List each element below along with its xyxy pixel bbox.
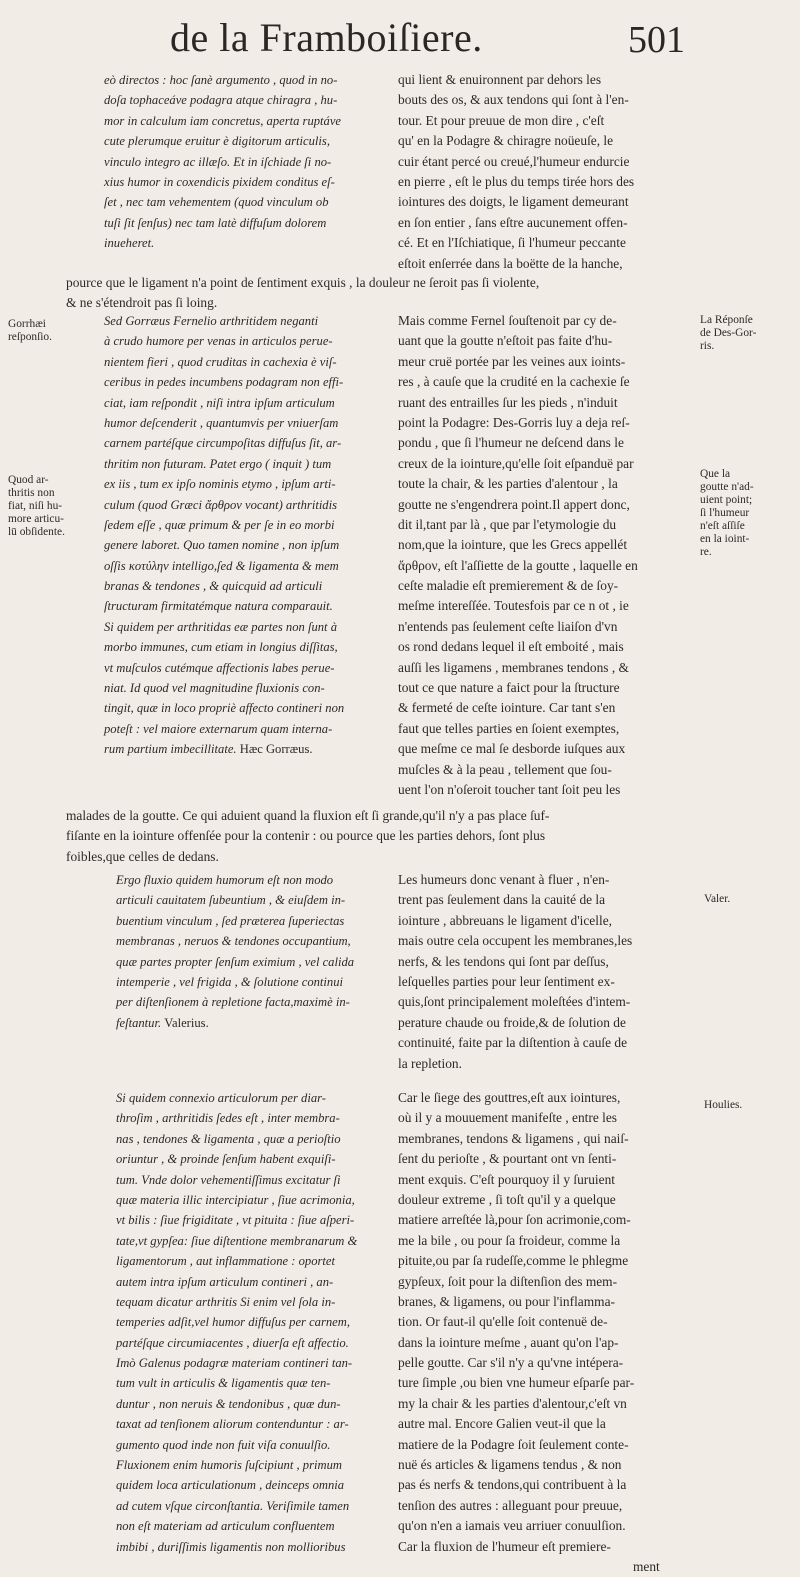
text-line: foibles,que celles de dedans. (66, 848, 219, 864)
text-line: taxat ad tenſionem aliorum contenduntur : ar- (116, 1417, 349, 1432)
text-line: mor in calculum iam concretus, aperta ruptáve (104, 113, 342, 128)
latin-passage-3 (116, 870, 354, 1033)
text-line: auſſi les ligamens , membranes tendons , & (398, 659, 629, 675)
text-line: niat. Id quod vel magnitudine fluxionis con- (104, 681, 325, 696)
text-line: articuli cauitatem ſubeuntium , & eiuſdem in- (116, 893, 346, 908)
margin-note-houlies: Houlies. (704, 1099, 743, 1111)
text-line: poteſt : vel maiore externarum quam interna- (104, 721, 333, 736)
text-line: & fermeté de ceſte iointure. Car tant s'en (398, 700, 616, 716)
text-line: tequam dicatur arthritis Si enim vel ſola in- (116, 1294, 336, 1309)
text-line: autre mal. Encore Galien veut-il que la (398, 1416, 606, 1432)
text-line: muſcles & à la peau , tellement que ſou- (398, 761, 612, 777)
latin-passage-1 (104, 70, 341, 254)
margin-note-response: La Réponſe de Des-Gor- ris. (700, 314, 757, 352)
text-line: n'entends pas ſeulement ceſte liaiſon d'vn (398, 618, 618, 634)
text-line: pelle goutte. Car s'il n'y a qu'vne intépera- (398, 1355, 624, 1371)
text-line: duntur , non neruis & tendonibus , quæ dun- (116, 1396, 341, 1411)
text-line: tour. Et pour preuue de mon dire , c'eſt (398, 112, 605, 128)
text-line: bouts des os, & aux tendons qui ſont à l'en- (398, 92, 629, 108)
text-line: quæ partes propter ſenſum eximium , vel calida (116, 954, 355, 969)
text-line: pas és nerfs & tendons,qui contribuent à la (398, 1477, 627, 1493)
text-line: ceribus in pedes incumbens podagram non effi- (104, 375, 344, 390)
text-line: matiere arreſtée là,pour ſon acrimonie,com- (398, 1212, 631, 1228)
text-line: qui lient & enuironnent par dehors les (398, 72, 602, 87)
text-line: genere laboret. Quo tamen nomine , non ipſum (104, 538, 340, 553)
text-line: en ſon entier , ſans eſtre aucunement offen- (398, 214, 628, 230)
text-line: gypſeux, ſoit pour la diſtenſion des mem- (398, 1273, 618, 1289)
text-line: throſim , arthritidis ſedes eſt , inter membra- (116, 1111, 340, 1126)
text-line: ἄρθρον, eſt l'aſſiette de la goutte , laquelle en (398, 557, 638, 573)
text-line: vinculo integro ac illæſo. Et in iſchiade ſi no- (104, 154, 332, 169)
text-line: pource que le ligament n'a point de ſentiment exquis , la douleur ne ſeroit pas ſi violente, (66, 275, 540, 290)
text-line: ſtructuram firmitatémque natura comparauit. (104, 599, 333, 614)
latin-passage-2 (104, 311, 344, 760)
text-line: leſquelles parties pour leur ſentiment ex- (398, 973, 615, 989)
text-line: Si quidem connexio articulorum per diar- (116, 1091, 326, 1105)
text-line: malades de la goutte. Ce qui aduient quand la fluxion eſt ſi grande,qu'il n'y a pas place ſuf- (66, 808, 550, 823)
text-line: ſedem eſſe , quæ primum & per ſe in eo morbi (104, 517, 335, 532)
text-line: culum (quod Græci ἄρθρον vocant) arthritidis (104, 497, 338, 512)
text-line: faut que telles parties en ſoient exemptes, (398, 720, 620, 736)
page-number: 501 (628, 19, 685, 61)
text-line: meſme intereſſée. Toutesfois par ce n ot , ie (398, 598, 629, 614)
text-line: membranas , neruos & tendones occupantium, (116, 934, 351, 949)
text-line: Les humeurs donc venant à fluer , n'en- (398, 872, 610, 887)
text-line: quidem loca articulationum , deinceps omnia (116, 1478, 345, 1493)
text-line: douleur extreme , ſi toſt qu'il y a quelque (398, 1191, 616, 1207)
text-line: carnem partéſque circumpoſitas diffuſus ſit, ar- (104, 436, 342, 451)
text-line: ture ſimple ,ou bien vne humeur eſparſe par- (398, 1375, 635, 1391)
text-line: dans la iointure meſme , auant qu'on l'ap- (398, 1334, 619, 1350)
text-line: morbo immunes, cum etiam in longius diſſitas, (104, 640, 338, 655)
text-line: en pierre , eſt le plus du temps tirée hors des (398, 173, 635, 189)
text-line: uant que la goutte n'eſtoit pas faite d'hu- (398, 333, 613, 349)
text-line: mais outre cela occupent les membranes,les (398, 933, 633, 949)
french-passage-1 (398, 70, 634, 274)
text-line: ciat, iam reſpondit , niſi intra ipſum articulum (104, 395, 335, 410)
text-line: Fluxionem enim humoris ſuſcipiunt , primum (116, 1458, 342, 1473)
text-line: tum vult in articulis & ligamentis quæ ten- (116, 1376, 331, 1391)
text-line: ex iis , tum ex ipſo nominis etymo , ipſum arti- (104, 477, 336, 492)
text-line: uent l'on n'oſeroit toucher tant ſoit peu les (398, 781, 621, 797)
text-line: membranes, tendons & ligamens , qui naiſ- (398, 1130, 629, 1146)
text-line: rum partium imbecillitate. Hæc Gorræus. (104, 742, 313, 757)
text-line: perature chaude ou froide,& de ſolution de (398, 1014, 626, 1030)
text-line: nas , tendones & ligamenta , quæ a perioſtio (116, 1131, 341, 1146)
text-line: me la bile , ou pour ſa froideur, comme la (398, 1232, 621, 1248)
text-line: feſtantur. Valerius. (116, 1015, 209, 1030)
text-line: cuir étant percé ou creué,l'humeur endurcie (398, 153, 630, 169)
text-line: meur cruë portée par les veines aux ioints- (398, 353, 626, 369)
text-line: ſet , nec tam vehementem (quod vinculum ob (104, 195, 329, 210)
text-line: Ergo fluxio quidem humorum eſt non modo (116, 873, 334, 887)
text-line: my la chair & les parties d'alentour,c'eſt vn (398, 1395, 627, 1411)
text-line: creux de la iointure,qu'elle ſoit eſpanduë par (398, 455, 634, 471)
text-line: où il y a mouuement manifeſte , entre les (398, 1110, 618, 1126)
text-line: autem intra ipſum articulum contineri , an- (116, 1274, 334, 1289)
text-line: partéſque circumiacentes , diuerſa eſt affectio. (116, 1335, 349, 1350)
text-line: eò directos : hoc ſanè argumento , quod in no- (104, 73, 338, 87)
margin-note-valer: Valer. (704, 893, 731, 905)
text-line: Imò Galenus podagræ materiam contineri tan- (116, 1356, 353, 1371)
latin-passage-4 (116, 1088, 357, 1557)
running-title: de la Framboiſiere. (170, 15, 483, 60)
text-line: tum. Vnde dolor vehementiſſimus excitatur ſi (116, 1172, 341, 1187)
french-passage-4 (398, 1088, 660, 1577)
text-line: tate,vt gypſea: ſiue diſtentione membranarum & (116, 1233, 358, 1248)
text-line: thritim non futuram. Patet ergo ( inquit ) tum (104, 456, 332, 471)
text-line: vt bilis : ſiue frigiditate , vt pituita : ſiue aſperi- (116, 1213, 355, 1228)
text-line: ruant des entrailles ſur les pieds , n'induit (398, 394, 618, 410)
text-line: tout ce que nature a faict pour la ſtructure (398, 680, 620, 696)
text-line: ad cutem vſque circonſtantia. Veriſimile tamen (116, 1498, 350, 1513)
text-line: à crudo humore per venas in articulos perue- (104, 334, 333, 349)
text-line: nientem fieri , quod cruditas in cachexia è viſ- (104, 354, 337, 369)
text-line: tuſi ſit ſenſus) nec tam latè diffuſum dolorem (104, 215, 327, 230)
full-width-passage-2 (66, 806, 549, 867)
text-line: qu' en la Podagre & chiragre noüeuſe, le (398, 133, 614, 149)
text-line: quæ materia illic intercipiatur , ſiue acrimonia, (116, 1192, 355, 1207)
text-line: Sed Gorræus Fernelio arthritidem neganti (104, 314, 319, 328)
text-line: ligamentorum , aut inflammatione : oportet (116, 1254, 335, 1269)
text-line: Mais comme Fernel ſouſtenoit par cy de- (398, 313, 617, 328)
attribution: Valerius. (164, 1015, 209, 1030)
text-line: nom,que la iointure, que les Grecs appellét (398, 537, 628, 553)
text-line: point la Podagre: Des-Gorris luy a deja reſ- (398, 414, 630, 430)
text-line: iointures des doigts, le ligament demeurant (398, 194, 629, 210)
text-line: xius humor in coxendicis pixidem conditus eſ- (104, 174, 335, 189)
margin-note-que-la-goutte: Que la goutte n'ad- uient point; ſi l'humeur n'eſt aſſiſe en la ioint- re. (700, 468, 754, 558)
text-line: goutte ne s'engendrera point.Il appert donc, (398, 496, 630, 512)
text-line: matiere de la Podagre ſoit ſeulement conte- (398, 1436, 629, 1452)
text-line: temperies adſit,vel humor diffuſus per carnem, (116, 1315, 350, 1330)
text-line: oriuntur , & proinde ſenſum habent exquiſi- (116, 1152, 336, 1167)
text-line: la repletion. (398, 1055, 462, 1071)
text-line: Car la fluxion de l'humeur eſt premiere- (398, 1538, 611, 1554)
text-line: eſtoit enſerrée dans la boëtte de la hanche, (398, 255, 623, 271)
text-line: inueheret. (104, 236, 155, 251)
text-line: ſent du perioſte , & pourtant ont vn ſenti- (398, 1151, 617, 1167)
margin-note-quod-arthritis: Quod ar- thritis non fiat, niſi hu- more articu- lū obſidente. (8, 474, 65, 538)
text-line: doſa tophaceáve podagra atque chiragra , hu- (104, 93, 338, 108)
text-line: gumento quod inde non fuit viſa conuulſio. (116, 1437, 331, 1452)
text-line: toute la chair, & les parties d'alentour , la (398, 476, 618, 492)
text-line: tingit, quæ in loco propriè affecto contineri non (104, 701, 345, 716)
text-line: ceſte maladie eſt premierement & de ſoy- (398, 578, 619, 594)
text-line: cute plerumque eruitur è digitorum articulis, (104, 134, 330, 149)
text-line: qu'on n'en a iamais veu arriuer conuulſion. (398, 1518, 626, 1534)
text-line: branes, & ligamens, ou pour l'inflamma- (398, 1293, 615, 1309)
attribution: Hæc Gorræus. (239, 742, 313, 757)
text-line: humor deſcenderit , quantumvis per vniuerſam (104, 415, 339, 430)
text-line: & ne s'étendroit pas ſi loing. (66, 295, 218, 311)
margin-note-gorrhaei: Gorrhæi reſponſio. (8, 318, 52, 343)
text-line: cé. Et en l'Iſchiatique, ſi l'humeur peccante (398, 235, 626, 251)
text-line: intemperie , vel frigida , & ſolutione continui (116, 974, 344, 989)
text-line: branas & tendones , & quicquid ad articuli (104, 579, 323, 594)
text-line: vt muſculos cutémque affectionis labes perue- (104, 660, 335, 675)
text-line: quis,ſont principalement moleſtées d'intem- (398, 994, 631, 1010)
french-passage-2 (398, 311, 638, 800)
text-line: fiſante en la iointure offenſée pour la contenir : ou pource que les parties dehors, ſont plus (66, 828, 546, 844)
text-line: imbibi , duriſſimis ligamentis non mollioribus (116, 1539, 346, 1554)
text-line: nuë és articles & ligamens tendus , & non (398, 1457, 622, 1473)
text-line: tion. Or faut-il qu'elle ſoit contenuë de- (398, 1314, 608, 1330)
text-line: que meſme ce mal ſe desborde iuſques aux (398, 741, 626, 757)
text-line: per diſtenſionem à repletione facta,maximè in- (116, 995, 350, 1010)
text-line: tenſion des autres : alleguant pour preuue, (398, 1497, 623, 1513)
text-line: os rond dedans lequel il eſt emboité , mais (398, 639, 624, 655)
catchword: ment (633, 1558, 660, 1574)
text-line: pondu , que ſi l'humeur ne deſcend dans le (398, 435, 624, 451)
text-line: non eſt materiam ad articulum confluentem (116, 1519, 335, 1534)
full-width-passage-1 (66, 273, 539, 314)
text-line: res , à cauſe que la crudité en la cachexie ſe (398, 374, 630, 390)
text-line: ment exquis. C'eſt pourquoy il y ſuruient (398, 1171, 616, 1187)
text-line: buentium vinculum , ſed præterea ſuperiectas (116, 913, 345, 928)
french-passage-3 (398, 870, 632, 1074)
text-line: Car le ſiege des gouttres,eſt aux iointures, (398, 1090, 621, 1105)
text-line: pituite,ou par ſa rudeſſe,comme le phlegme (398, 1253, 629, 1269)
text-line: nerfs, & les tendons qui ſont par deſſus, (398, 953, 609, 969)
text-line: dit il,tant par là , que par l'etymologie du (398, 516, 617, 532)
text-line: iointure , abbreuans le ligament d'icelle, (398, 912, 612, 928)
text-line: trent pas ſeulement dans la cauité de la (398, 892, 606, 908)
text-line: oſſis κοτύλην intelligo,ſed & ligamenta & mem (104, 558, 339, 573)
text-line: continuité, faite par la diſtention à cauſe de (398, 1035, 628, 1051)
text-line: Si quidem per arthritidas eæ partes non ſunt à (104, 619, 337, 634)
